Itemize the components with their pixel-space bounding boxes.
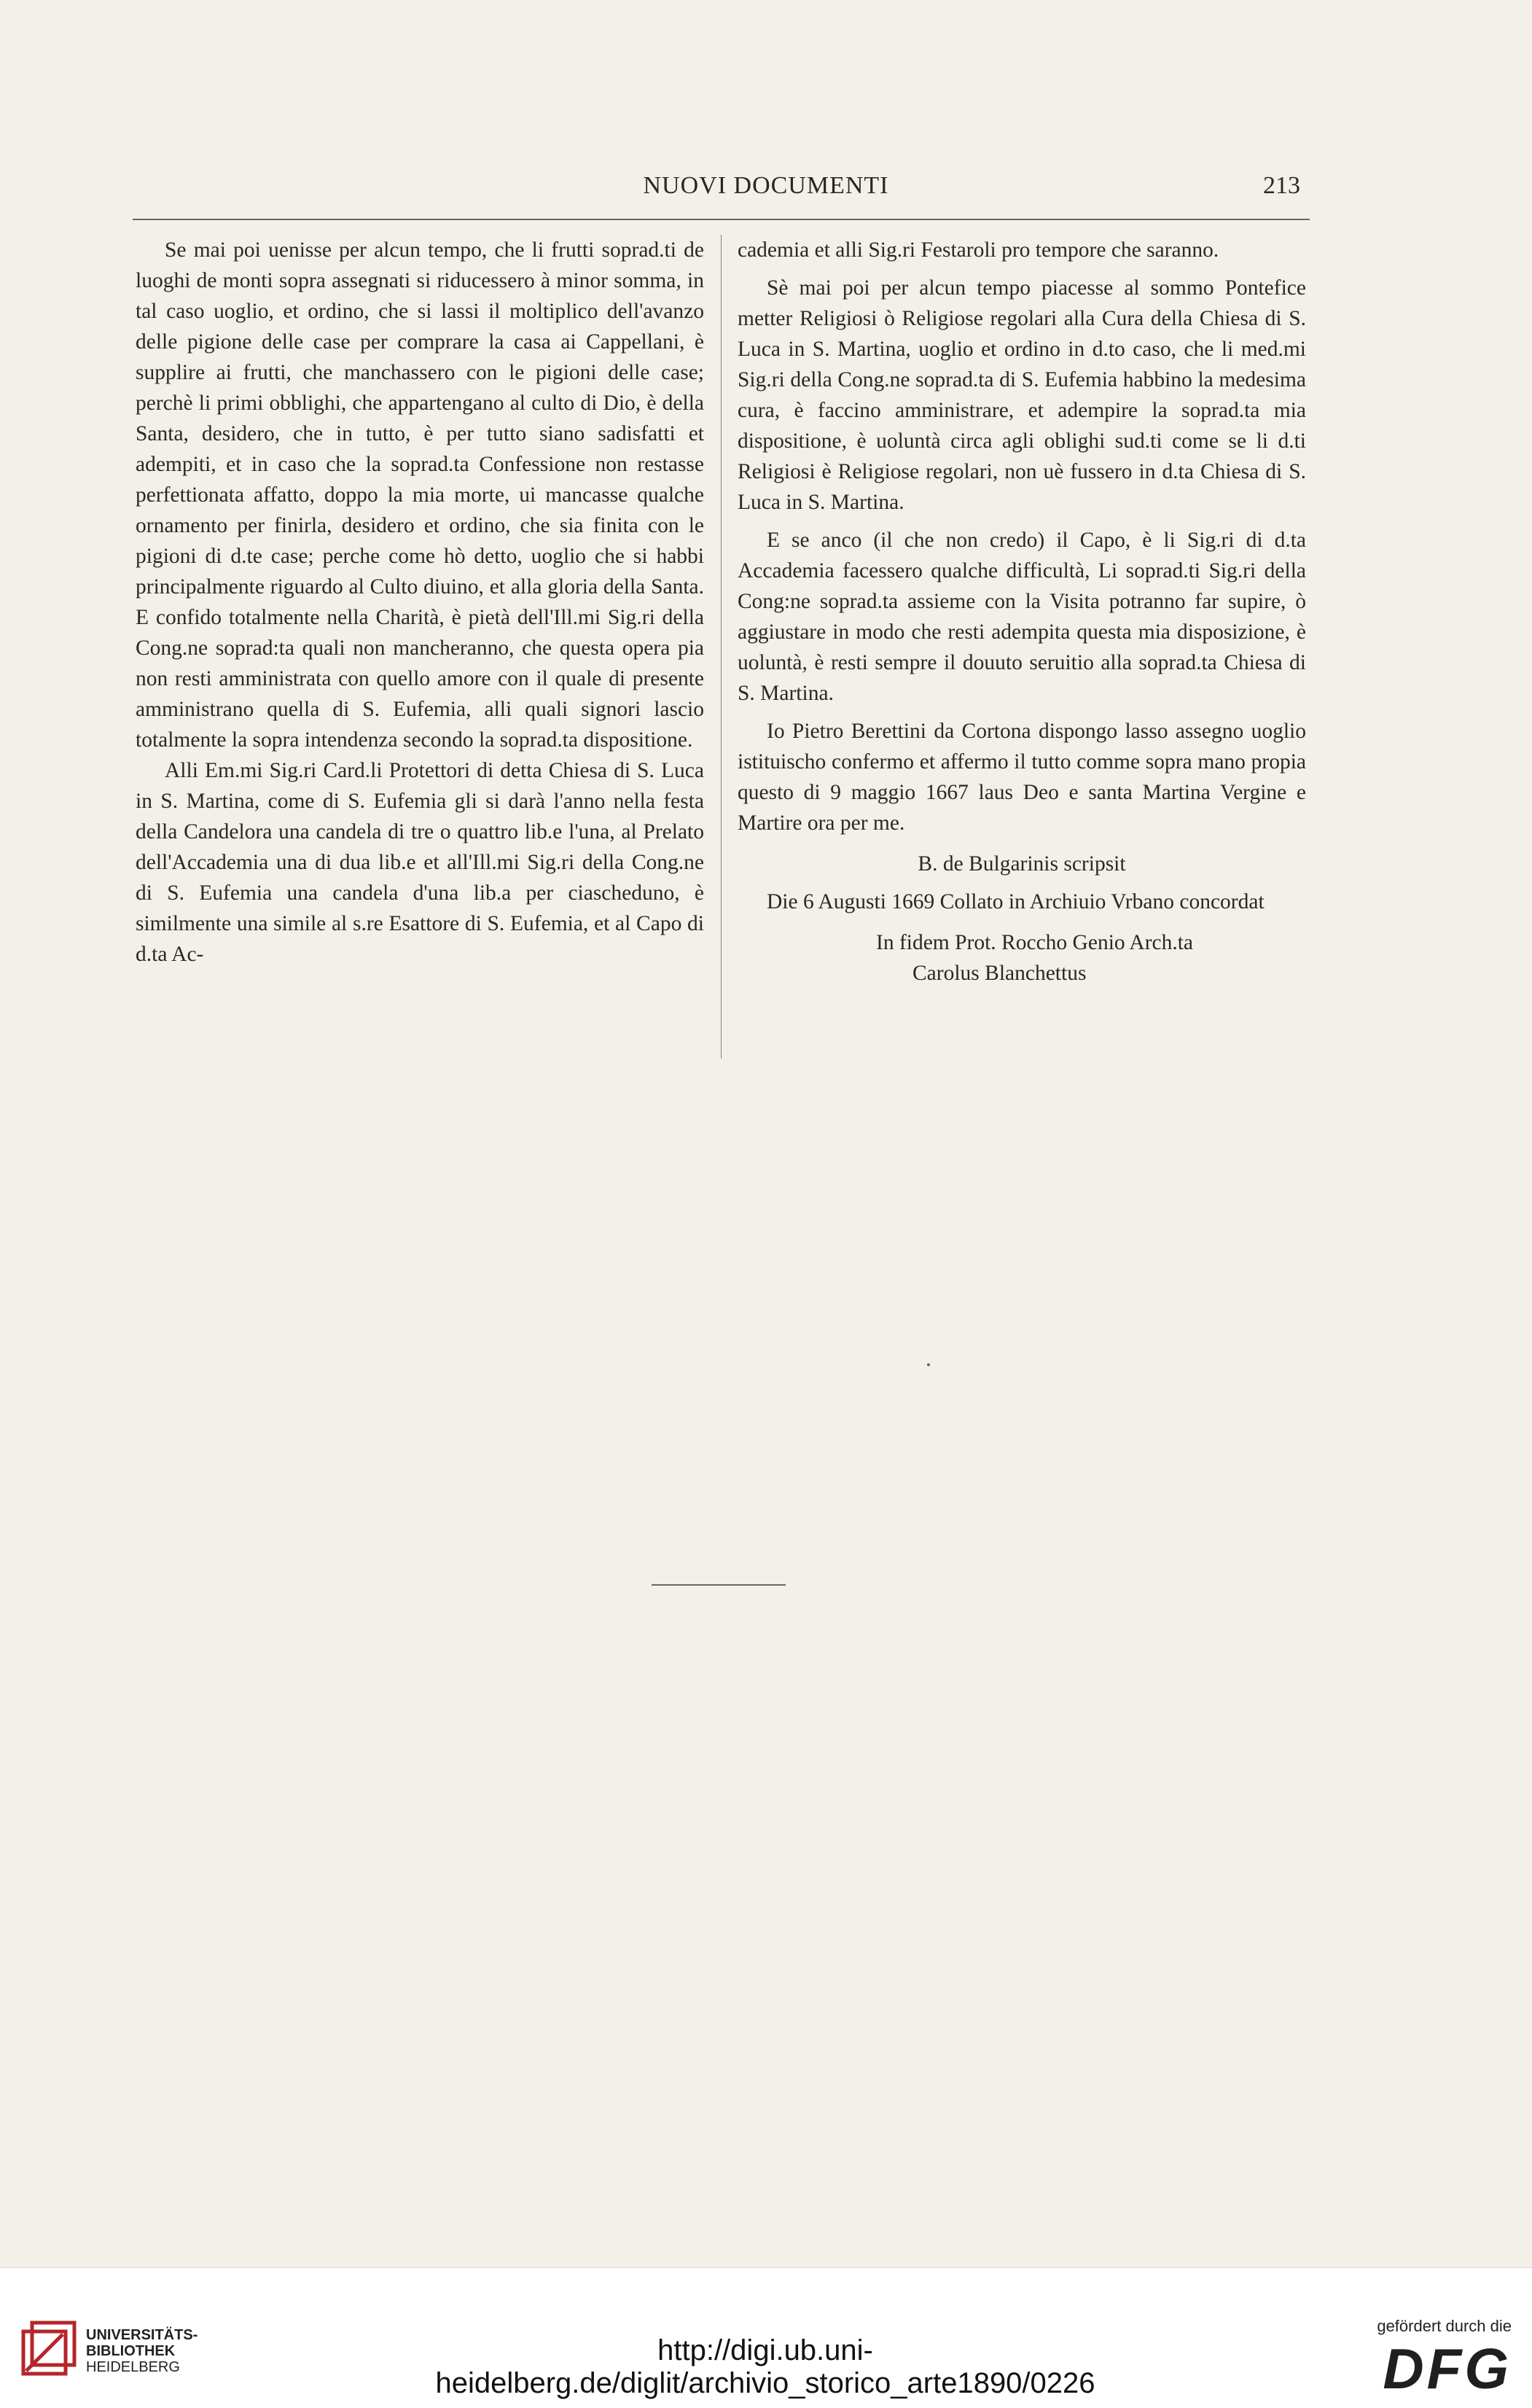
header-rule [133, 219, 1310, 220]
library-name-line-3: HEIDELBERG [86, 2359, 180, 2375]
footer-divider [0, 2267, 1532, 2268]
left-paragraph-1: Se mai poi uenisse per alcun tempo, che li frutti soprad.ti de luoghi de monti sopra assegnati si riducessero à minor somma, in tal caso uoglio, et ordino, che si lassi il moltiplico dell'avanzo delle pigione delle case per comprare la casa ai Cappellani, è supplire ai frutti, che manchassero con le pigioni delle case; perchè li primi obblighi, che appartengano al culto di Dio, è della Santa, desidero, che in tutto, è per tutto siano sadisfatti et adempiti, et in caso che la soprad.ta Confessione non restasse perfettionata affatto, doppo la mia morte, ui mancasse qualche ornamento per finirla, desidero et ordino, che sia finita con le pigioni di d.te case; perche come hò detto, uoglio che si habbi principalmente riguardo al Culto diuino, et alla gloria della Santa. E confido totalmente nella Charità, è pietà dell'Ill.mi Sig.ri della Cong.ne soprad:ta quali non mancheranno, che questa opera pia non resti amministrata con quello amore con il quale di presente amministrano quella di S. Eufemia, alli quali signori lascio totalmente la sopra intendenza secondo la soprad.ta dispositione. [136, 238, 704, 752]
scribe-signature: B. de Bulgarinis scripsit [918, 852, 1126, 876]
library-name-line-2: BIBLIOTHEK [86, 2343, 176, 2359]
funded-by-label: gefördert durch die [1377, 2317, 1512, 2335]
collation-note: Die 6 Augusti 1669 Collato in Archiuio Vrbano concordat [767, 890, 1265, 913]
permalink-url[interactable]: http://digi.ub.uni-heidelberg.de/diglit/archivio_storico_arte1890/0226 [435, 2334, 1095, 2399]
right-paragraph-4: Io Pietro Berettini da Cortona dispongo lasso assegno uoglio istituischo confermo et affermo il tutto comme sopra mano propia questo di 9 maggio 1667 laus Deo e santa Martina Vergine e Martire ora per me. [738, 720, 1306, 835]
right-paragraph-2: Sè mai poi per alcun tempo piacesse al sommo Pontefice metter Religiosi ò Religiose regolari alla Cura della Chiesa di S. Luca in S. Martina, uoglio et ordino in d.to caso, che li med.mi Sig.ri della Cong.ne soprad.ta di S. Eufemia habbino la medesima cura, è faccino amministrare, et adempire la soprad.ta mia dispositione, è uoluntà circa agli oblighi sud.ti come se li d.ti Religiosi è Religiose regolari, non uè fussero in d.ta Chiesa di S. Luca in S. Martina. [738, 276, 1306, 514]
right-paragraph-3: E se anco (il che non credo) il Capo, è li Sig.ri di d.ta Accademia facessero qualche difficultà, Li soprad.ti Sig.ri della Cong:ne soprad.ta assieme con la Visita potranno far supire, ò aggiustare in modo che resti adempita questa mia disposizione, è uoluntà, è resti sempre il douuto seruitio alla soprad.ta Chiesa di S. Martina. [738, 529, 1306, 705]
column-divider [721, 235, 722, 1059]
attestation-name: Carolus Blanchettus [912, 962, 1087, 985]
attestation-line: In fidem Prot. Roccho Genio Arch.ta [876, 931, 1194, 954]
right-paragraph-1: cademia et alli Sig.ri Festaroli pro tempore che saranno. [738, 238, 1219, 262]
left-paragraph-2: Alli Em.mi Sig.ri Card.li Protettori di detta Chiesa di S. Luca in S. Martina, come di S. Eufemia gli si darà l'anno nella festa della Candelora una candela di tre o quattro lib.e l'una, al Prelato dell'Accademia una di dua lib.e et all'Ill.mi Sig.ri della Cong.ne di S. Eufemia una candela d'una lib.a per ciascheduno, è similmente una simile al s.re Esattore di S. Eufemia, et al Capo di d.ta Ac- [136, 759, 704, 966]
page-number: 213 [1263, 172, 1300, 199]
right-column [738, 235, 1306, 989]
library-logo-icon [16, 2318, 82, 2384]
section-end-rule [652, 1584, 786, 1586]
dfg-logo[interactable]: DFG [1383, 2337, 1512, 2401]
running-head [0, 172, 1532, 201]
library-name-line-1: UNIVERSITÄTS- [86, 2327, 198, 2343]
running-title: NUOVI DOCUMENTI [643, 172, 889, 199]
footer-bar [0, 2267, 1532, 2408]
library-name[interactable] [86, 2327, 198, 2375]
ink-speck [927, 1363, 930, 1366]
left-column [136, 235, 704, 970]
